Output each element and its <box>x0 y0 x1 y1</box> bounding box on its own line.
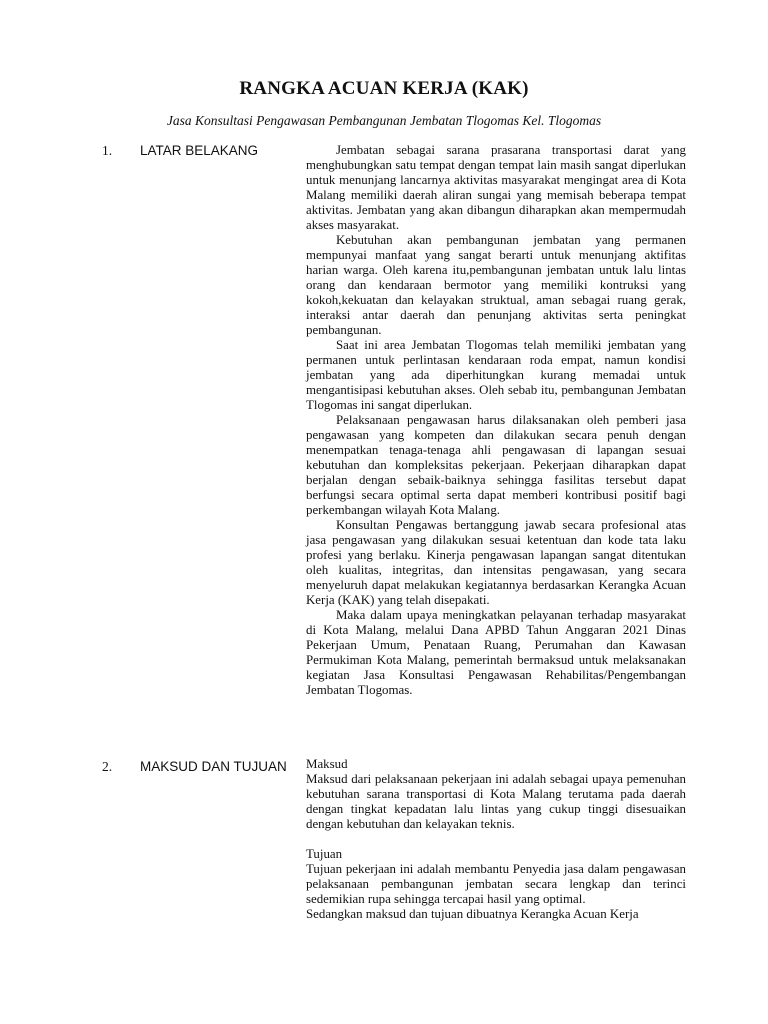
section-2-title: MAKSUD DAN TUJUAN <box>140 759 287 774</box>
section-1-title: LATAR BELAKANG <box>140 143 259 158</box>
paragraph: Pelaksanaan pengawasan harus dilaksanakan oleh pemberi jasa pengawasan yang kompeten dan dilakukan secara penuh dengan menempatkan tenaga-tenaga ahli pengawasan di lapangan sesuai kebutuhan dan kompleksitas pekerjaan. Pekerjaan diharapkan dapat berjalan dengan sebaik-baiknya sehingga fasilitas tersebut dapat berfungsi secara optimal serta dapat memberi kontribusi positif bagi perkembangan wilayah Kota Malang. <box>306 413 686 517</box>
section-2-body <box>306 757 686 922</box>
paragraph-tujuan: Tujuan pekerjaan ini adalah membantu Penyedia jasa dalam pengawasan pelaksanaan pembangunan jembatan secara lengkap dan terinci sedemikian rupa sehingga tercapai hasil yang optimal. <box>306 862 686 906</box>
section-1-number: 1. <box>102 143 113 158</box>
paragraph: Saat ini area Jembatan Tlogomas telah memiliki jembatan yang permanen untuk perlintasan kendaraan roda empat, namun kondisi jembatan yang ada diperhitungkan kurang memadai untuk mengantisipasi kebutuhan akses. Oleh sebab itu, pembangunan Jembatan Tlogomas ini sangat diperlukan. <box>306 338 686 412</box>
section-2-number: 2. <box>102 759 113 774</box>
paragraph-maksud: Maksud dari pelaksanaan pekerjaan ini adalah sebagai upaya pemenuhan kebutuhan sarana transportasi di Kota Malang terutama pada daerah dengan tingkat kepadatan lalu lintas yang cukup tinggi disesuaikan dengan kebutuhan dan kelayakan teknis. <box>306 772 686 831</box>
paragraph: Maka dalam upaya meningkatkan pelayanan terhadap masyarakat di Kota Malang, melalui Dana APBD Tahun Anggaran 2021 Dinas Pekerjaan Umum, Penataan Ruang, Perumahan dan Kawasan Permukiman Kota Malang, pemerintah bermaksud untuk melaksanakan kegiatan Jasa Konsultasi Pengawasan Rehabilitas/Pengembangan Jembatan Tlogomas. <box>306 608 686 697</box>
paragraph: Kebutuhan akan pembangunan jembatan yang permanen mempunyai manfaat yang sangat berarti untuk menunjang aktifitas harian warga. Oleh karena itu,pembangunan jembatan untuk lalu lintas orang dan kendaraan bermotor yang memiliki kontruksi yang kokoh,kekuatan dan kelayakan struktual, aman sebagai ruang gerak, interaksi antar daerah dan penunjang aktivitas serta peningkat pembangunan. <box>306 233 686 337</box>
subheading-tujuan: Tujuan <box>306 847 343 861</box>
paragraph: Jembatan sebagai sarana prasarana transportasi darat yang menghubungkan satu tempat dengan tempat lain masih sangat diperlukan untuk menunjang lancarnya aktivitas masyarakat mengingat area di Kota Malang memiliki daerah aliran sungai yang memisah beberapa tempat aktivitas. Jembatan yang akan dibangun diharapkan akan mempermudah akses masyarakat. <box>306 143 686 232</box>
document-subtitle: Jasa Konsultasi Pengawasan Pembangunan Jembatan Tlogomas Kel. Tlogomas <box>166 113 602 128</box>
paragraph-closing: Sedangkan maksud dan tujuan dibuatnya Kerangka Acuan Kerja <box>306 907 639 921</box>
section-1-body <box>306 143 686 698</box>
paragraph: Konsultan Pengawas bertanggung jawab secara profesional atas jasa pengawasan yang dilakukan sesuai ketentuan dan kode tata laku profesi yang berlaku. Kinerja pengawasan lapangan sangat ditentukan oleh kualitas, integritas, dan intensitas pengawasan, yang secara menyeluruh dapat melakukan kegiatannya berdasarkan Kerangka Acuan Kerja (KAK) yang telah disepakati. <box>306 518 686 607</box>
subheading-maksud: Maksud <box>306 757 348 771</box>
document-title: RANGKA ACUAN KERJA (KAK) <box>239 78 529 99</box>
